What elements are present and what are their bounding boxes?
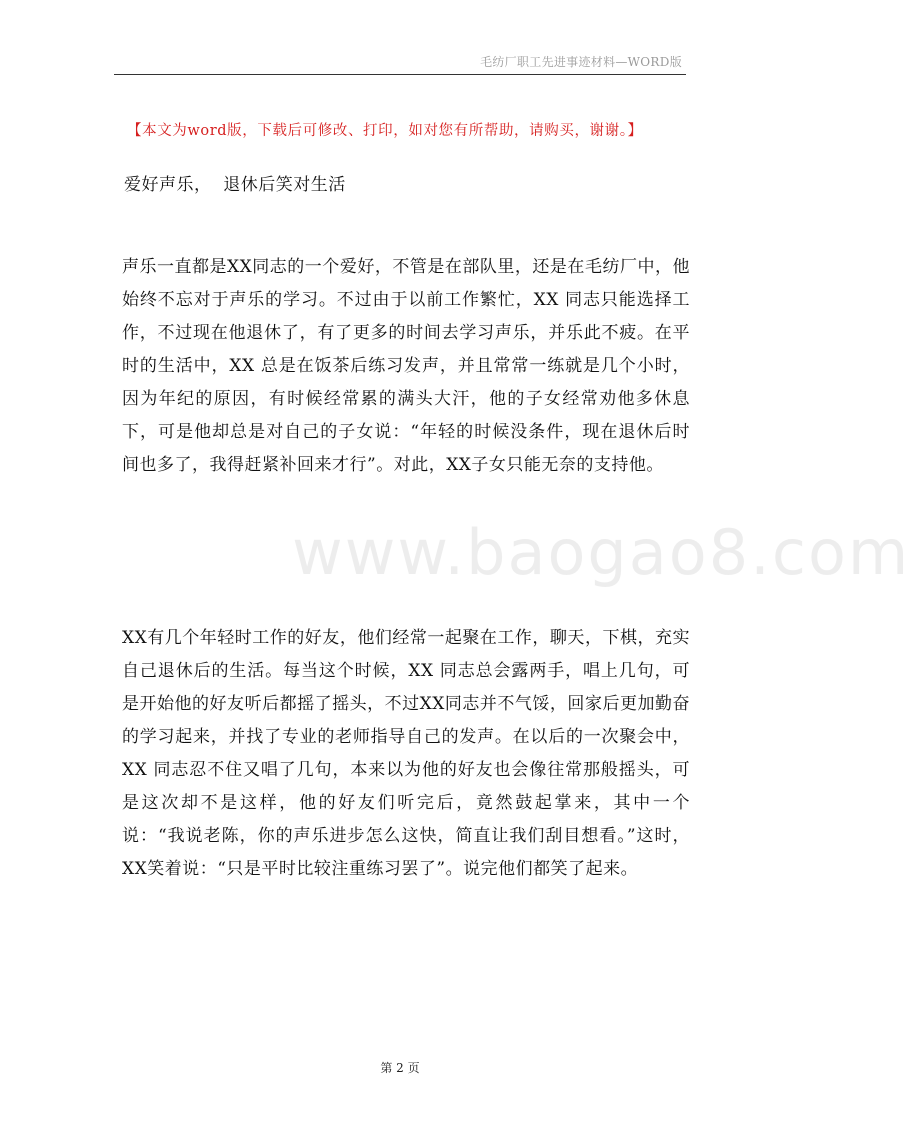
running-header: 毛纺厂职工先进事迹材料—WORD版: [480, 55, 682, 69]
watermark-text: www.baogao8.com: [292, 516, 910, 589]
article-title: 爱好声乐， 退休后笑对生活: [124, 175, 346, 195]
page-number: 第 2 页: [380, 1061, 420, 1075]
purchase-notice: 【本文为word版，下载后可修改、打印，如对您有所帮助，请购买，谢谢。】: [127, 123, 643, 139]
paragraph: 声乐一直都是XX同志的一个爱好，不管是在部队里，还是在毛纺厂中，他始终不忘对于声乐的学习。不过由于以前工作繁忙，XX 同志只能选择工作，不过现在他退休了，有了更多的时间去学习声乐，并乐此不疲。在平时的生活中，XX 总是在饭茶后练习发声，并且常常一练就是几个小时，因为年纪的原因，有时候经常累的满头大汗，他的子女经常劝他多休息下，可是他却总是对自己的子女说：“年轻的时候没条件，现在退休后时间也多了，我得赶紧补回来才行”。对此，XX子女只能无奈的支持他。: [122, 257, 690, 475]
paragraph: XX有几个年轻时工作的好友，他们经常一起聚在工作，聊天，下棋，充实自己退休后的生活。每当这个时候，XX 同志总会露两手，唱上几句，可是开始他的好友听后都摇了摇头，不过XX同志并不气馁，回家后更加勤奋的学习起来，并找了专业的老师指导自己的发声。在以后的一次聚会中，XX 同志忍不住又唱了几句，本来以为他的好友也会像往常那般摇头，可是这次却不是这样，他的好友们听完后，竟然鼓起掌来，其中一个说：“我说老陈，你的声乐进步怎么这快，简直让我们刮目想看。”这时，XX笑着说：“只是平时比较注重练习罢了”。说完他们都笑了起来。: [122, 628, 690, 879]
header-divider: [114, 74, 686, 75]
